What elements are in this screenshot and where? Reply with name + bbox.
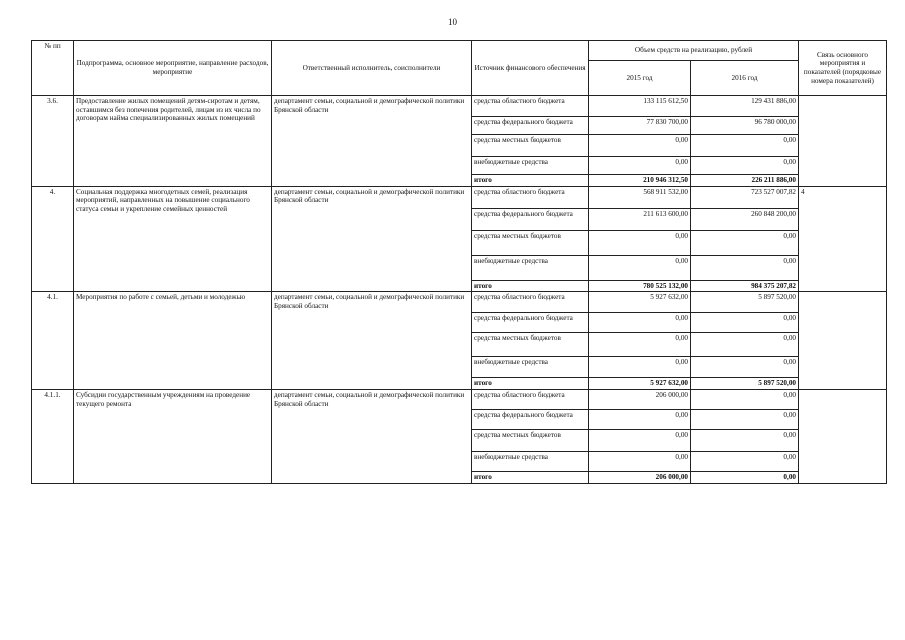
amount-2015: 77 830 700,00 [589,117,691,135]
source-name: итого [472,175,589,187]
amount-2016: 0,00 [691,451,799,471]
amount-2016: 984 375 207,82 [691,280,799,292]
amount-2015: 206 000,00 [589,389,691,409]
row-number: 3.6. [32,96,74,187]
source-name: внебюджетные средства [472,357,589,378]
program-name: Мероприятия по работе с семьей, детьми и молодежью [74,292,272,390]
amount-2015: 0,00 [589,357,691,378]
amount-2016: 129 431 886,00 [691,96,799,117]
amount-2016: 0,00 [691,389,799,409]
table-header [32,41,887,96]
amount-2016: 96 780 000,00 [691,117,799,135]
source-name: внебюджетные средства [472,255,589,280]
source-name: итого [472,471,589,483]
indicator-link [799,96,887,187]
program-name: Предоставление жилых помещений детям-сиротам и детям, оставшимся без попечения родителей, лицам из их числа по договорам найма специализированных жилых помещений [74,96,272,187]
table-row [32,389,887,409]
header-year-2015: 2015 год [589,61,691,96]
amount-2015: 568 911 532,00 [589,186,691,208]
amount-2015: 0,00 [589,313,691,333]
amount-2016: 5 897 520,00 [691,378,799,390]
source-name: средства федерального бюджета [472,208,589,230]
header-executor: Ответственный исполнитель, соисполнители [272,41,472,96]
amount-2015: 0,00 [589,429,691,451]
source-name: средства местных бюджетов [472,333,589,357]
amount-2016: 0,00 [691,429,799,451]
amount-2015: 0,00 [589,135,691,157]
amount-2016: 0,00 [691,230,799,255]
indicator-link [799,292,887,390]
source-name: средства областного бюджета [472,292,589,313]
program-name: Субсидии государственным учреждениям на проведение текущего ремонта [74,389,272,483]
amount-2016: 0,00 [691,135,799,157]
indicator-link: 4 [799,186,887,292]
executor-name: департамент семьи, социальной и демографической политики Брянской области [272,186,472,292]
amount-2015: 210 946 312,50 [589,175,691,187]
row-number: 4.1. [32,292,74,390]
budget-table [31,40,887,484]
executor-name: департамент семьи, социальной и демографической политики Брянской области [272,292,472,390]
indicator-link [799,389,887,483]
amount-2015: 0,00 [589,255,691,280]
table-row [32,186,887,208]
source-name: внебюджетные средства [472,157,589,175]
source-name: средства федерального бюджета [472,409,589,429]
amount-2016: 723 527 007,82 [691,186,799,208]
source-name: средства областного бюджета [472,186,589,208]
source-name: средства местных бюджетов [472,429,589,451]
source-name: итого [472,378,589,390]
header-num: № пп [32,41,74,96]
amount-2016: 0,00 [691,471,799,483]
amount-2015: 206 000,00 [589,471,691,483]
source-name: средства местных бюджетов [472,230,589,255]
source-name: внебюджетные средства [472,451,589,471]
table-body [32,96,887,484]
amount-2016: 0,00 [691,333,799,357]
source-name: средства федерального бюджета [472,117,589,135]
amount-2016: 226 211 886,00 [691,175,799,187]
source-name: средства областного бюджета [472,389,589,409]
amount-2015: 780 525 132,00 [589,280,691,292]
amount-2015: 0,00 [589,157,691,175]
program-name: Социальная поддержка многодетных семей, реализация мероприятий, направленных на повышение социального статуса семьи и укрепление семейных ценностей [74,186,272,292]
header-source: Источник финансового обеспечения [472,41,589,96]
header-volume: Объем средств на реализацию, рублей [589,41,799,61]
row-number: 4.1.1. [32,389,74,483]
amount-2016: 0,00 [691,409,799,429]
source-name: средства местных бюджетов [472,135,589,157]
header-program: Подпрограмма, основное мероприятие, направление расходов, мероприятие [74,41,272,96]
amount-2016: 0,00 [691,357,799,378]
amount-2016: 0,00 [691,313,799,333]
amount-2016: 260 848 200,00 [691,208,799,230]
source-name: итого [472,280,589,292]
amount-2015: 133 115 612,50 [589,96,691,117]
table-row [32,96,887,117]
amount-2015: 0,00 [589,230,691,255]
amount-2015: 5 927 632,00 [589,378,691,390]
amount-2016: 5 897 520,00 [691,292,799,313]
amount-2016: 0,00 [691,255,799,280]
row-number: 4. [32,186,74,292]
amount-2015: 211 613 600,00 [589,208,691,230]
source-name: средства федерального бюджета [472,313,589,333]
table-row [32,292,887,313]
executor-name: департамент семьи, социальной и демографической политики Брянской области [272,96,472,187]
amount-2015: 5 927 632,00 [589,292,691,313]
amount-2016: 0,00 [691,157,799,175]
header-year-2016: 2016 год [691,61,799,96]
amount-2015: 0,00 [589,409,691,429]
executor-name: департамент семьи, социальной и демографической политики Брянской области [272,389,472,483]
source-name: средства областного бюджета [472,96,589,117]
amount-2015: 0,00 [589,451,691,471]
header-link: Связь основного мероприятия и показателей (порядковые номера показателей) [799,41,887,96]
page-number: 10 [448,17,457,27]
amount-2015: 0,00 [589,333,691,357]
